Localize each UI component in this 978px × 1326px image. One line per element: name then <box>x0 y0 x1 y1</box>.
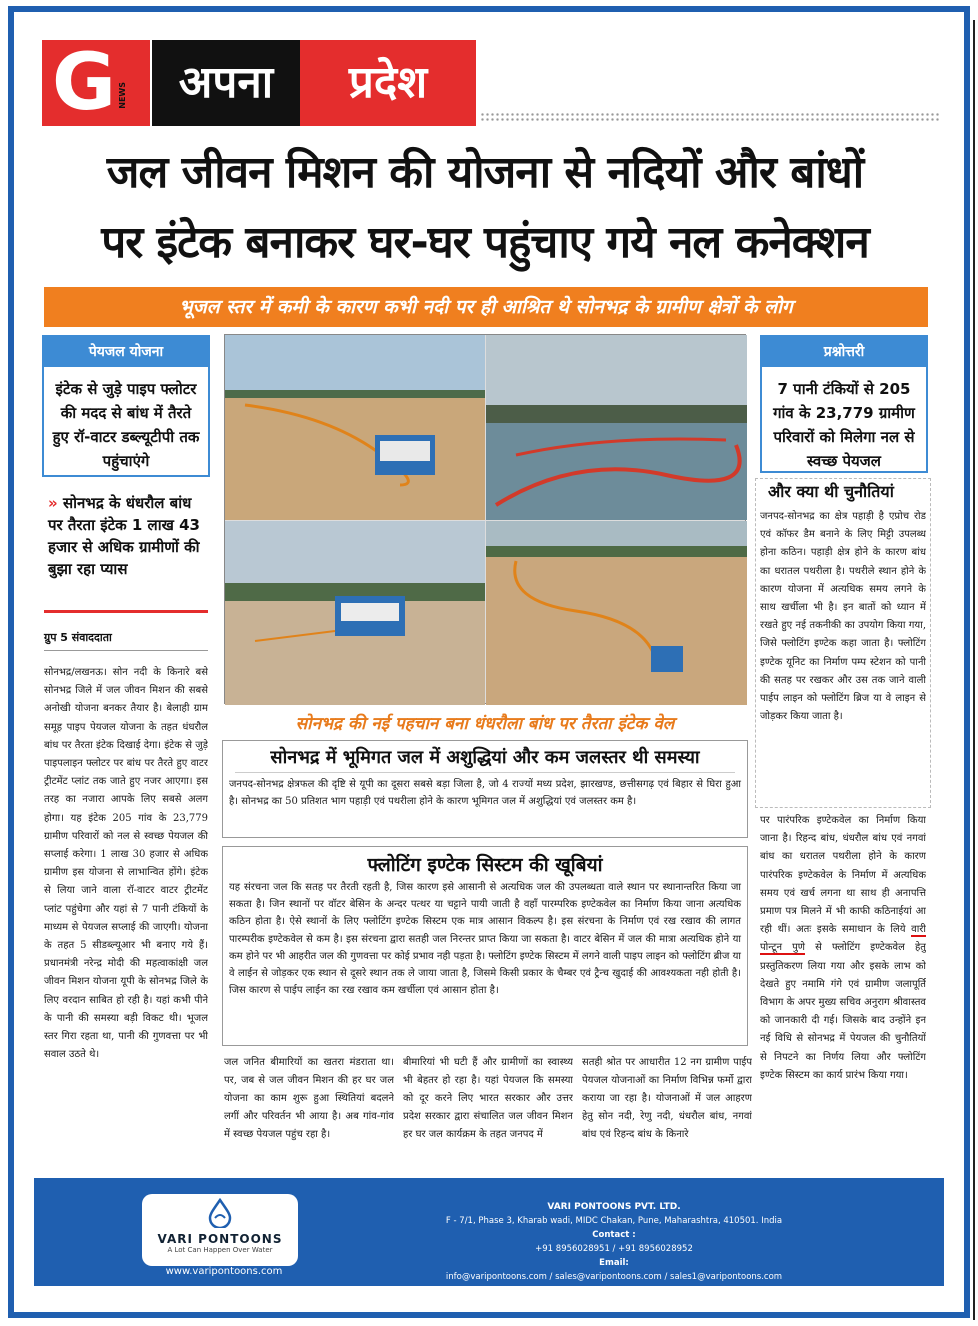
pull-quote-text: सोनभद्र के धंधरौल बांध पर तैरता इंटेक 1 लाख 43 हजार से अधिक ग्रामीणों की बुझा रहा प्यास <box>48 494 200 578</box>
features-box <box>222 846 748 1046</box>
bottom-column-3: सतही श्रोत पर आधारीत 12 नग ग्रामीण पाईप पेयजल योजनाओं का निर्माण विभिन्न फर्मो द्वारा कराया जा रहा है। योजनाओं में जल आहरण हेतु सोन नदी, रेणु नदी, धंधरौल बांध, नगवां बांध एवं रिहन्द बांध के किनारे <box>582 1057 752 1140</box>
masthead-apna: अपना <box>152 40 300 126</box>
right-box-text: 7 पानी टंकियों से 205 गांव के 23,779 ग्रामीण परिवारों को मिलेगा नल से स्वच्छ पेयजल <box>773 380 915 470</box>
brand-tagline: A Lot Can Happen Over Water <box>167 1246 273 1254</box>
left-box-text: इंटेक से जुड़े पाइप फ्लोटर की मदद से बांध में तैरते हुए रॉ-वाटर डब्ल्यूटीपी तक पहुंचाएंगे <box>52 380 200 470</box>
photo-intake-platform <box>225 521 485 705</box>
left-box-caption: पेयजल योजना <box>44 337 208 367</box>
website-link[interactable]: www.varipontoons.com <box>165 1266 283 1277</box>
photo-caption: सोनभद्र की नई पहचान बना धंधरौला बांध पर तैरता इंटेक वेल <box>295 714 675 734</box>
advertiser-footer <box>34 1178 944 1286</box>
right-body-text-a: पर पारंपरिक इण्टेकवेल का निर्माण किया जाना है। रिहन्द बांध, धंधरौल बांध एवं नगवां बांध का धरातल पथरीला होने के कारण पारंपरिक इण्टेकवेल के निर्माण में अत्यधिक समय एवं खर्च लगना था साथ ही अनापत्ति प्रमाण पत्र मिलने में भी काफी कठिनाईयां आ रही थीं। अतः इसके समाधान के लिये <box>760 815 926 936</box>
right-info-box <box>760 335 928 473</box>
byline-divider <box>44 650 208 651</box>
photo-pipeline-floater <box>486 521 747 705</box>
company-name: VARI PONTOONS PVT. LTD. <box>547 1202 681 1212</box>
photo-intake-aerial-2 <box>486 335 747 520</box>
masthead-pradesh: प्रदेश <box>300 40 476 126</box>
news-logo <box>42 40 150 126</box>
contact-emails[interactable]: info@varipontoons.com / sales@varipontoons.com / sales1@varipontoons.com <box>445 1272 783 1282</box>
problem-box <box>222 740 748 838</box>
right-body-column <box>760 812 926 1172</box>
problem-box-title: सोनभद्र में भूमिगत जल में अशुद्धियां और कम जलस्तर थी समस्या <box>270 747 700 768</box>
features-box-text: यह संरचना जल कि सतह पर तैरती रहती है, जिस कारण इसे आसानी से अत्यधिक जल की उपलब्धता वाले स्थान पर स्थानान्तरित किया जा सकता है। जिन स्थानों पर वॉटर बेसिन के अन्दर पत्थर या चट्टाने पायी जाती है वहाँ पारम्परिक इण्टेकवेल का निर्माण किया जाना अत्यधिक कठिन होता है। ऐसे स्थानों के लिए फ्लोटिंग इण्टेक सिस्टम एक मात्र आसान विकल्प है। इस संरचना के निर्माण एवं रख रखाव की लागत पारम्परीक इण्टेकवेल से कम है। इस संरचना द्वारा सतही जल निरन्तर प्राप्त किया जा सकता है। वाटर बेसिन में जल की मात्रा अत्यधिक होने या कम होने पर भी आहरीत जल की गुणवत्ता पर कोई प्रभाव नही पड़ता है। फ्लोटिंग इण्टेक सिस्टम में लगने वाली पाइप लाइन को फ्लोटिंग ब्रीज या वे लाईन से जोड़कर एक स्थान से दूसरे स्थान तक ले जाया जाता है, जिसमे किसी प्रकार के चैम्बर एवं ट्रैन्च खुदाई की आवश्यकता नही होती है। जिस कारण से पाईप लाईन का रख रखाव कम खर्चीला एवं आसान होता है। <box>229 882 741 997</box>
features-box-title: फ्लोटिंग इण्टेक सिस्टम की खूबियां <box>367 854 603 876</box>
subheadline: भूजल स्तर में कमी के कारण कभी नदी पर ही आश्रित थे सोनभद्र के ग्रामीण क्षेत्रों के लोग <box>44 287 928 327</box>
quote-marker-icon: » <box>48 494 58 512</box>
photo-collage <box>224 334 746 704</box>
challenges-text: जनपद-सोनभद्र का क्षेत्र पहाड़ी है एप्रोच रोड एवं कॉफर डैम बनाने के लिए मिट्टी उपलब्ध होना कठिन। पहाड़ी क्षेत्र होने के कारण बांध का धरातल पथरीला है। पथरीले स्थान होने के कारण योजना में अत्यधिक समय लगने के साथ खर्चीला भी है। इन बातों को ध्यान में रखते हुए नई तकनीकी का उपयोग किया गया, जिसे फ्लोटिंग इण्टेक कहा जाता है। फ्लोटिंग इण्टेक यूनिट का निर्माण पम्प स्टेशन को पानी की सतह पर रखकर और उस तक जाने वाली पाईप लाइन को फ्लोटिंग ब्रिज या वे लाइन से जोड़कर किया जाता है। <box>760 511 926 723</box>
vari-pontoon-highlight: वारी पोन्टून पुणे <box>760 924 926 954</box>
right-box-caption: प्रश्नोत्तरी <box>762 337 926 367</box>
byline: ग्रुप 5 संवाददाता <box>44 631 112 644</box>
company-info <box>344 1200 884 1284</box>
company-address: F - 7/1, Phase 3, Kharab wadi, MIDC Chakan, Pune, Maharashtra, 410501. India <box>445 1216 783 1226</box>
headline <box>30 138 940 278</box>
problem-box-divider <box>235 772 735 773</box>
bottom-column-1: जल जनित बीमारियों का खतरा मंडराता था। पर, जब से जल जीवन मिशन की हर घर जल योजना का काम शुरू हुआ स्थितियां बदलने लगीं और परिवर्तन भी आया है। अब गांव-गांव में स्वच्छ पेयजल पहुंच रहा है। <box>224 1057 394 1140</box>
logo-letter: G <box>52 38 117 128</box>
water-drop-icon <box>205 1198 235 1228</box>
left-body-column: सोनभद्र/लखनऊ। सोन नदी के किनारे बसे सोनभद्र जिले में जल जीवन मिशन की सबसे अनोखी योजना बनकर तैयार है। बेलाही ग्राम समूह पाइप पेयजल योजना के तहत धंधरौल बांध पर तैरता इंटेक दिखाई देगा। इंटेक से जुड़े पाइपलाइन फ्लोटर पर बांध पर तैरते हुए वाटर ट्रीटमेंट प्लांट तक जाते हुए नजर आएगा। इस तरह का नजारा आपके लिए सबसे अलग होगा। यह इंटेक 205 गांव के 23,779 ग्रामीण परिवारों को नल से स्वच्छ पेयजल की सप्लाई करेगा। 1 लाख 30 हजार से अधिक ग्रामीण इस योजना से लाभान्वित होंगे। इंटेक से लिया जाने वाला रॉ-वाटर वाटर ट्रीटमेंट प्लांट पहुंचेगा और यहां से 7 पानी टंकियों के माध्यम से पेयजल सप्लाई की जाएगी। योजना के तहत 5 सीडब्ल्यूआर भी बनाए गये हैं। प्रधानमंत्री नरेन्द्र मोदी की महत्वाकांक्षी जल जीवन मिशन योजना यूपी के सोनभद्र जिले के लिए वरदान साबित हो रही है। यहां कभी पीने के पानी की समस्या बड़ी विकट थी। भूजल स्तर गिरा रहता था, पानी की गुणवत्ता पर भी सवाल उठते थे। <box>44 667 208 1061</box>
email-label: Email: <box>599 1258 629 1268</box>
red-divider <box>44 610 208 613</box>
bottom-column-2: बीमारियां भी घटी हैं और ग्रामीणों का स्वास्थ्य भी बेहतर हो रहा है। यहां पेयजल कि समस्या को दूर करने लिए भारत सरकार और उत्तर प्रदेश सरकार द्वारा संचालित जल जीवन मिशन हर घर जल कार्यक्रम के तहत जनपद में <box>403 1057 573 1140</box>
contact-phones: +91 8956028951 / +91 8956028952 <box>535 1244 693 1254</box>
logo-news-label: NEWS <box>118 82 127 109</box>
page-edge <box>973 20 975 1320</box>
headline-line-2: पर इंटेक बनाकर घर-घर पहुंचाए गये नल कनेक्शन <box>101 217 869 268</box>
vari-logo <box>142 1194 298 1266</box>
contact-label: Contact : <box>592 1230 636 1240</box>
right-body-text-b: से फ्लोटिंग इण्टेकवेल हेतु प्रस्तुतिकरण लिया गया और इसके लाभ को देखते हुए नमामि गंगे एवं ग्रामीण जलापूर्ति विभाग के अपर मुख्य सचिव अनुराग श्रीवास्तव को जानकारी दी गई। जिसके बाद उन्होंने इन नई विधि से सोनभद्र में पेयजल की चुनौतियों से निपटने का निर्णय लिया और फ्लोटिंग इण्टेक सिस्टम का कार्य प्रारंभ किया गया। <box>760 942 926 1081</box>
problem-box-text: जनपद-सोनभद्र क्षेत्रफल की दृष्टि से यूपी का दूसरा सबसे बड़ा जिला है, जो 4 राज्यों मध्य प्रदेश, झारखण्ड, छत्तीसगढ़ एवं बिहार से घिरा हुआ है। सोनभद्र का 50 प्रतिशत भाग पहाड़ी एवं पथरीला होने के कारण भूमिगत जल में अशुद्धियां एवं जलस्तर कम है। <box>229 779 741 807</box>
headline-line-1: जल जीवन मिशन की योजना से नदियों और बांधों <box>106 147 864 198</box>
brand-name: VARI PONTOONS <box>157 1232 283 1246</box>
photo-intake-aerial-1 <box>225 335 485 520</box>
challenges-heading: और क्या थी चुनौतियां <box>768 482 894 501</box>
left-info-box <box>42 335 210 477</box>
pull-quote <box>48 492 208 580</box>
dotted-rule <box>480 112 940 122</box>
